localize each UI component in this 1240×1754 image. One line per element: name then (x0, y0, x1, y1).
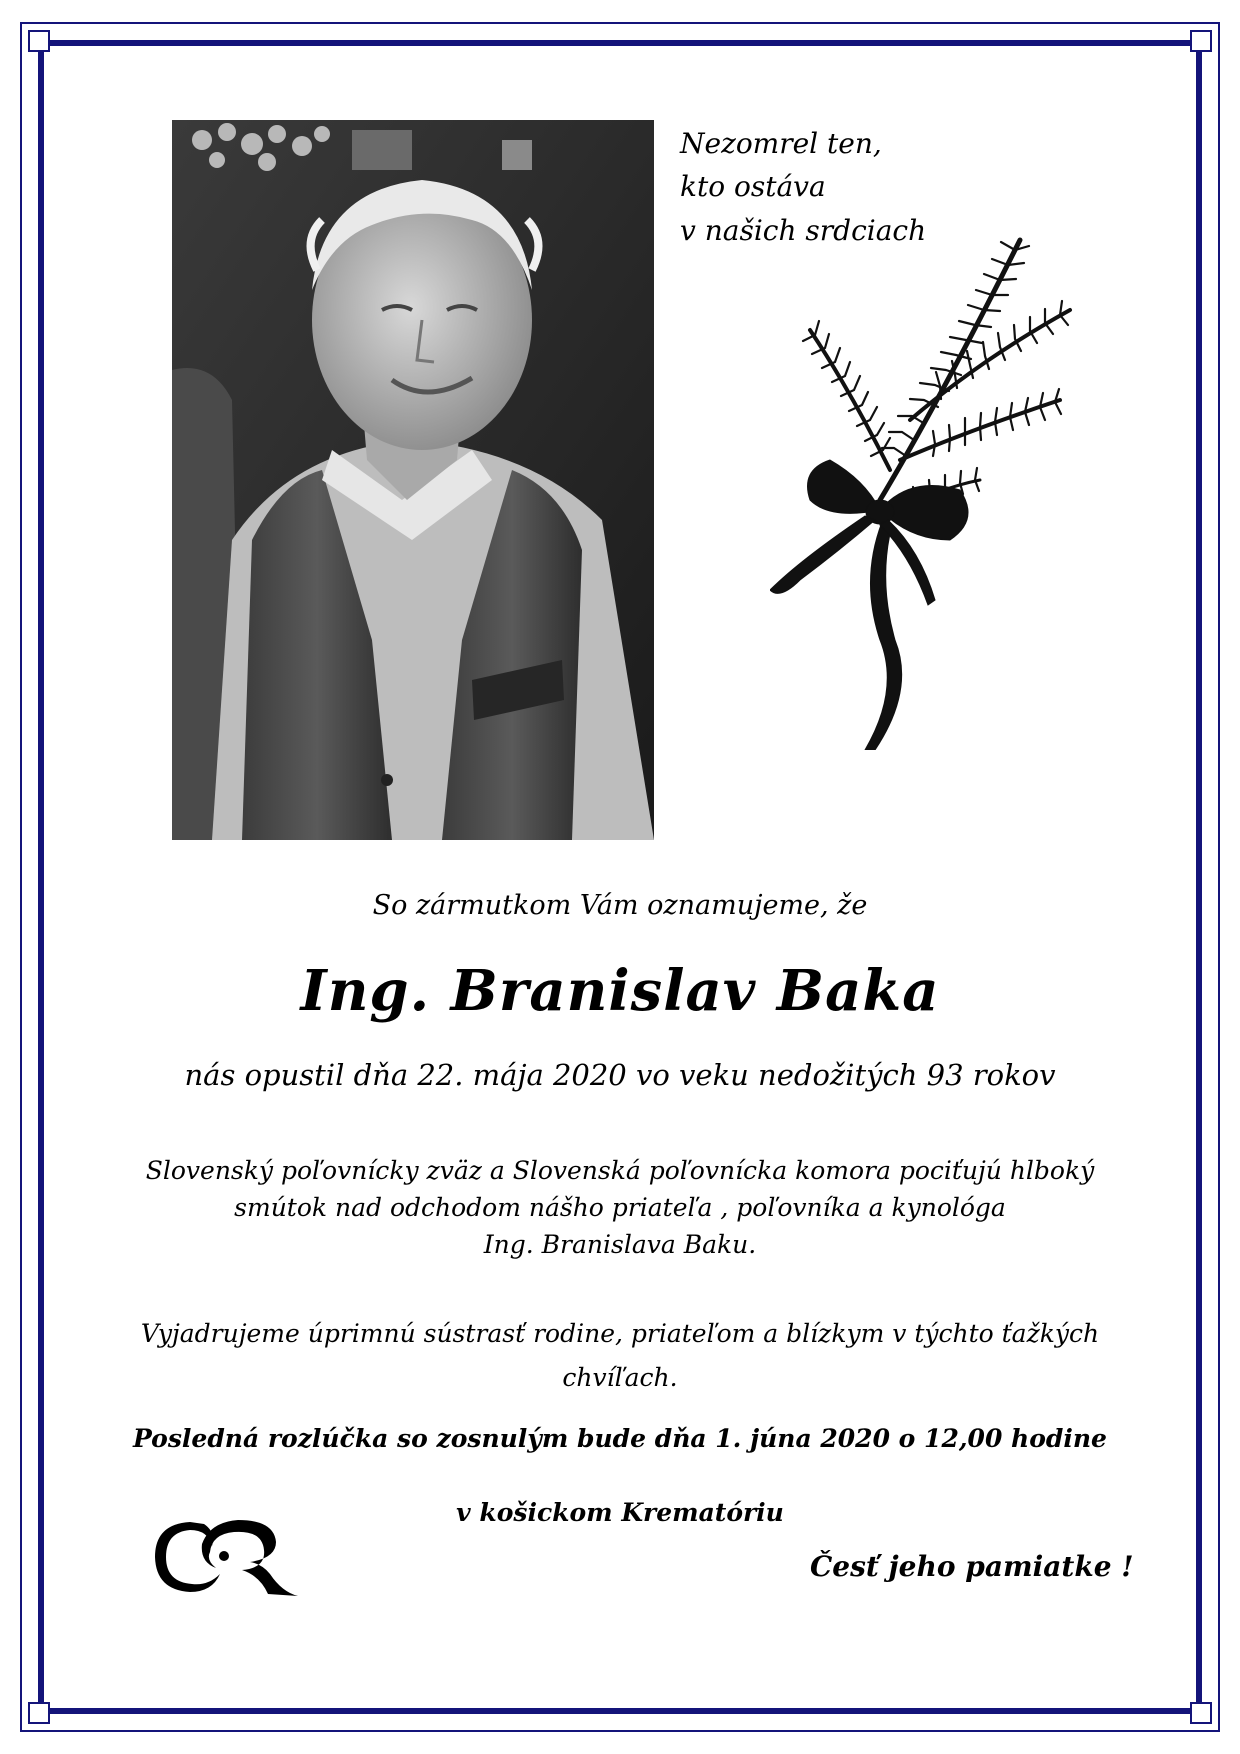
verse-line: kto ostáva (680, 170, 826, 204)
sympathy-paragraph (60, 1312, 1180, 1400)
corner-ornament-top-left (28, 30, 50, 52)
corner-ornament-top-right (1190, 30, 1212, 52)
intro-text: So zármutkom Vám oznamujeme, že (372, 890, 868, 921)
paragraph-line: smútok nad odchodom nášho priateľa , poľovníka a kynológa (234, 1193, 1006, 1222)
portrait-photo (172, 120, 654, 840)
funeral-location: v košickom Krematóriu (456, 1498, 784, 1527)
ornament-logo-icon (150, 1512, 310, 1600)
corner-ornament-bottom-left (28, 1702, 50, 1724)
deceased-name: Ing. Branislav Baka (300, 958, 940, 1024)
paragraph-line: chvíľach. (562, 1362, 678, 1392)
paragraph-line: Vyjadrujeme úprimnú sústrasť rodine, priateľom a blízkym v týchto ťažkých (140, 1319, 1100, 1348)
verse-line: v našich srdciach (680, 213, 927, 247)
closing-text: Česť jeho pamiatke ! (810, 1550, 1134, 1583)
funeral-info: Posledná rozlúčka so zosnulým bude dňa 1. júna 2020 o 12,00 hodine (133, 1424, 1107, 1453)
paragraph-line: Slovenský poľovnícky zväz a Slovenská poľovnícka komora pociťujú hlboký (145, 1156, 1095, 1185)
paragraph-line: Ing. Branislava Baku. (483, 1230, 757, 1259)
spruce-branch-with-ribbon-icon (770, 220, 1150, 750)
condolence-paragraph (60, 1152, 1180, 1263)
death-date-text: nás opustil dňa 22. mája 2020 vo veku nedožitých 93 rokov (184, 1058, 1056, 1092)
verse-line: Nezomrel ten, (680, 127, 882, 160)
corner-ornament-bottom-right (1190, 1702, 1212, 1724)
